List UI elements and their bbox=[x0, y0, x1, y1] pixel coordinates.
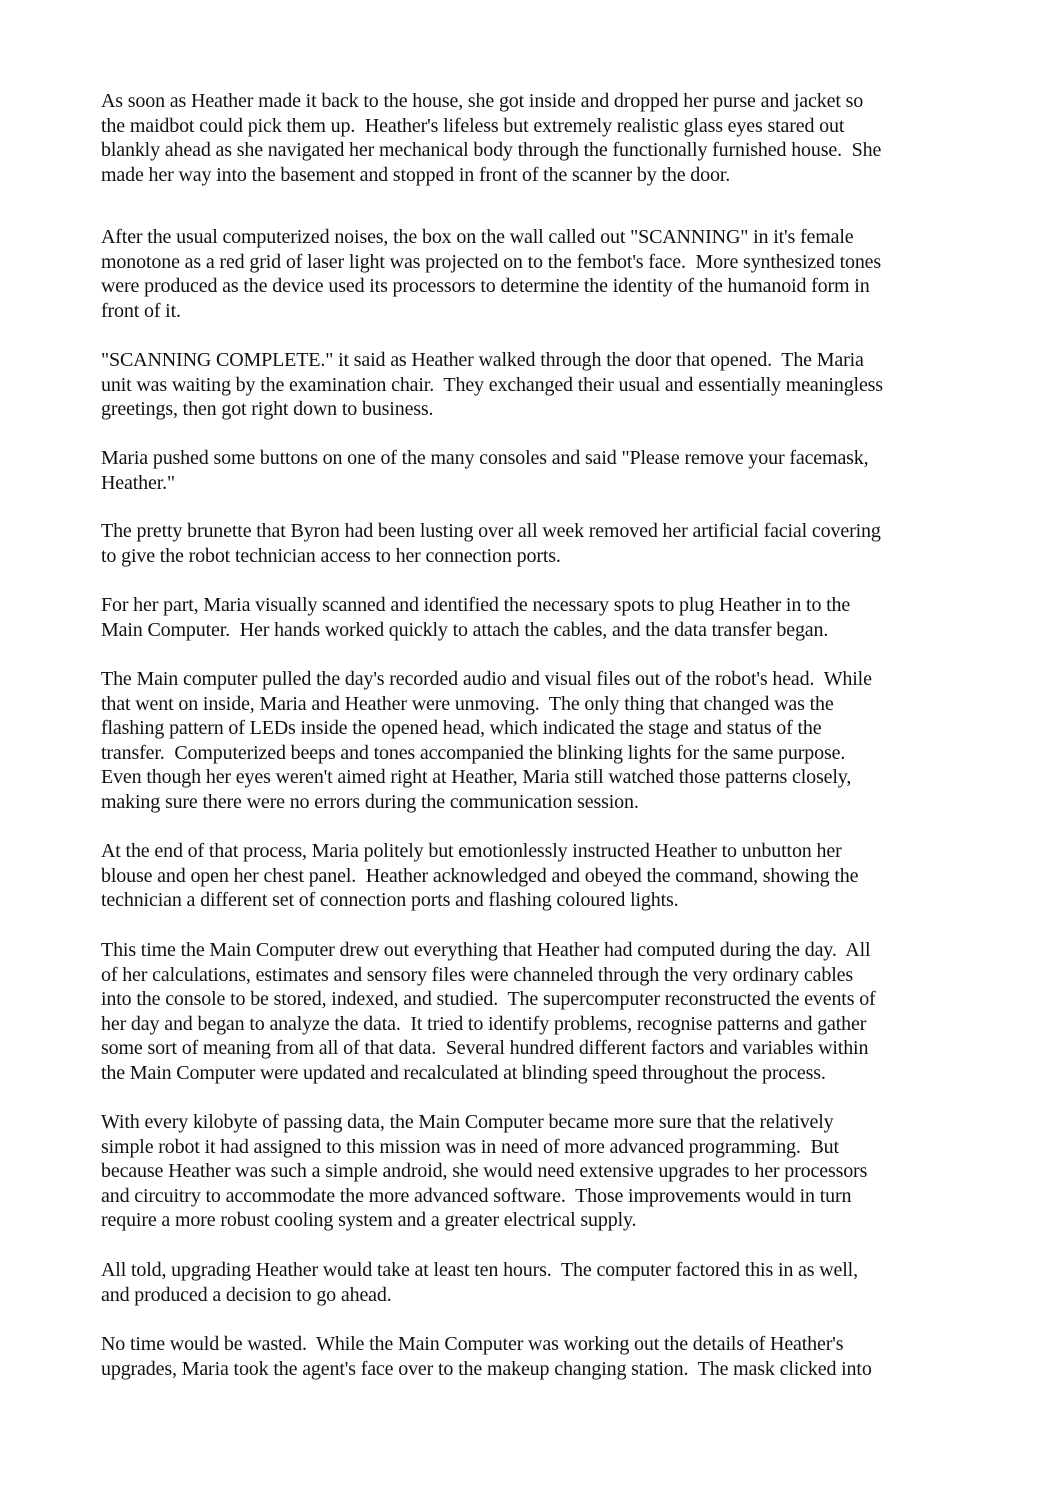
text-line: Main Computer. Her hands worked quickly to attach the cables, and the data transfer began. bbox=[101, 618, 829, 641]
text-line: making sure there were no errors during the communication session. bbox=[101, 790, 639, 813]
text-line: the Main Computer were updated and recalculated at blinding speed throughout the process. bbox=[101, 1061, 826, 1084]
paragraph bbox=[101, 1110, 867, 1233]
text-line: blankly ahead as she navigated her mechanical body through the functionally furnished house. She bbox=[101, 139, 882, 162]
paragraph bbox=[101, 593, 850, 642]
text-line: her day and began to analyze the data. It tried to identify problems, recognise patterns and gather bbox=[101, 1012, 867, 1035]
text-line: The pretty brunette that Byron had been lusting over all week removed her artificial facial covering bbox=[101, 520, 881, 542]
paragraph bbox=[101, 519, 881, 568]
text-line: simple robot it had assigned to this mission was in need of more advanced programming. But bbox=[101, 1135, 839, 1158]
text-line: With every kilobyte of passing data, the Main Computer became more sure that the relatively bbox=[101, 1111, 834, 1133]
text-line: into the console to be stored, indexed, and studied. The supercomputer reconstructed the events of bbox=[101, 988, 876, 1011]
text-line: At the end of that process, Maria politely but emotionlessly instructed Heather to unbutton her bbox=[101, 840, 842, 862]
text-line: "SCANNING COMPLETE." it said as Heather walked through the door that opened. The Maria bbox=[101, 349, 864, 371]
text-line: the maidbot could pick them up. Heather's lifeless but extremely realistic glass eyes stared out bbox=[101, 114, 845, 137]
paragraph bbox=[101, 667, 872, 815]
paragraph bbox=[101, 348, 883, 422]
text-line: transfer. Computerized beeps and tones accompanied the blinking lights for the same purpose. bbox=[101, 741, 846, 764]
text-line: to give the robot technician access to her connection ports. bbox=[101, 544, 561, 567]
text-line: This time the Main Computer drew out everything that Heather had computed during the day. All bbox=[101, 939, 871, 961]
text-line: made her way into the basement and stopped in front of the scanner by the door. bbox=[101, 163, 731, 186]
text-line: and produced a decision to go ahead. bbox=[101, 1283, 392, 1306]
text-line: of her calculations, estimates and sensory files were channeled through the very ordinary cables bbox=[101, 963, 853, 986]
text-line: that went on inside, Maria and Heather were unmoving. The only thing that changed was the bbox=[101, 692, 834, 715]
text-line: flashing pattern of LEDs inside the opened head, which indicated the stage and status of the bbox=[101, 717, 822, 740]
paragraph bbox=[101, 446, 869, 495]
text-line: and circuitry to accommodate the more advanced software. Those improvements would in turn bbox=[101, 1184, 852, 1207]
text-line: For her part, Maria visually scanned and identified the necessary spots to plug Heather in to the bbox=[101, 594, 851, 616]
text-line: As soon as Heather made it back to the house, she got inside and dropped her purse and jacket so bbox=[101, 90, 864, 112]
text-line: No time would be wasted. While the Main Computer was working out the details of Heather's bbox=[101, 1333, 844, 1355]
text-line: because Heather was such a simple android, she would need extensive upgrades to her processors bbox=[101, 1160, 868, 1183]
paragraph bbox=[101, 225, 881, 323]
text-line: were produced as the device used its processors to determine the identity of the humanoid form in bbox=[101, 275, 870, 298]
paragraph bbox=[101, 1332, 872, 1381]
text-line: some sort of meaning from all of that data. Several hundred different factors and variables within bbox=[101, 1037, 869, 1060]
text-line: The Main computer pulled the day's recorded audio and visual files out of the robot's head. While bbox=[101, 668, 872, 690]
paragraph bbox=[101, 938, 876, 1086]
text-line: upgrades, Maria took the agent's face over to the makeup changing station. The mask clicked into bbox=[101, 1357, 872, 1380]
text-line: Even though her eyes weren't aimed right at Heather, Maria still watched those patterns closely, bbox=[101, 766, 852, 789]
text-line: Maria pushed some buttons on one of the many consoles and said "Please remove your facemask, bbox=[101, 447, 869, 469]
text-line: require a more robust cooling system and a greater electrical supply. bbox=[101, 1209, 637, 1232]
paragraph bbox=[101, 1258, 858, 1307]
text-line: front of it. bbox=[101, 299, 181, 322]
text-line: greetings, then got right down to business. bbox=[101, 398, 434, 421]
text-line: All told, upgrading Heather would take at least ten hours. The computer factored this in as well, bbox=[101, 1259, 858, 1281]
paragraph bbox=[101, 839, 858, 913]
paragraph bbox=[101, 89, 881, 187]
text-line: Heather." bbox=[101, 471, 176, 494]
text-line: unit was waiting by the examination chair. They exchanged their usual and essentially meaningless bbox=[101, 373, 883, 396]
text-line: monotone as a red grid of laser light was projected on to the fembot's face. More synthesized tones bbox=[101, 250, 882, 273]
text-line: technician a different set of connection ports and flashing coloured lights. bbox=[101, 889, 679, 912]
text-line: blouse and open her chest panel. Heather acknowledged and obeyed the command, showing the bbox=[101, 864, 859, 887]
text-line: After the usual computerized noises, the box on the wall called out "SCANNING" in it's female bbox=[101, 226, 854, 248]
